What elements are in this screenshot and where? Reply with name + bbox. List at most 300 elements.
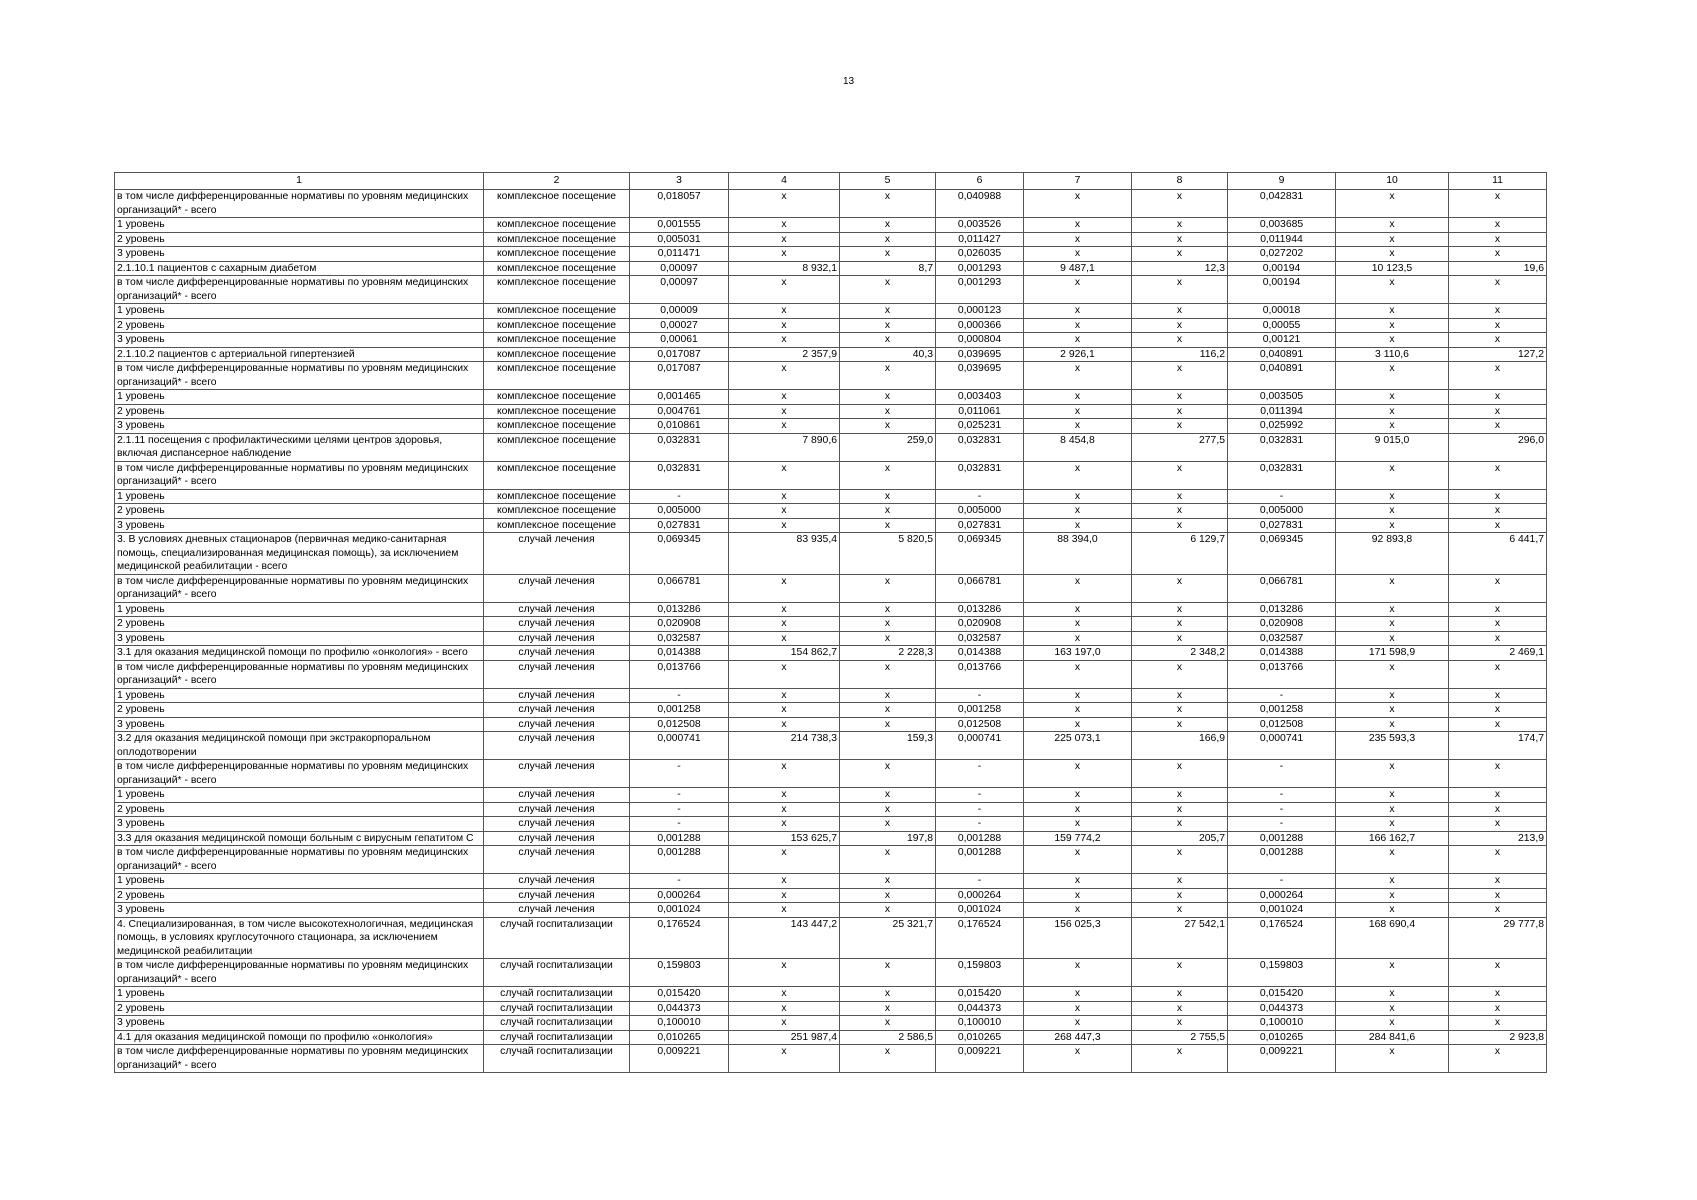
cell-norm-1: - xyxy=(630,817,729,832)
cell-finance-1: x xyxy=(840,247,936,262)
cell-unit: комплексное посещение xyxy=(484,318,630,333)
cell-cost-3: 171 598,9 xyxy=(1336,646,1449,661)
cell-cost-1: x xyxy=(729,617,840,632)
cell-cost-3: 168 690,4 xyxy=(1336,917,1449,959)
cell-indicator: 3 уровень xyxy=(115,717,484,732)
cell-norm-1: 0,176524 xyxy=(630,917,729,959)
cell-indicator: 2 уровень xyxy=(115,404,484,419)
cell-norm-1: - xyxy=(630,788,729,803)
cell-norm-3: 0,014388 xyxy=(1228,646,1336,661)
cell-norm-2: 0,069345 xyxy=(936,533,1024,575)
cell-cost-2: x xyxy=(1024,888,1132,903)
cell-norm-1: 0,020908 xyxy=(630,617,729,632)
cell-cost-3: x xyxy=(1336,660,1449,688)
cell-unit: комплексное посещение xyxy=(484,433,630,461)
table-row xyxy=(115,333,1547,348)
cell-cost-3: x xyxy=(1336,888,1449,903)
table-row xyxy=(115,390,1547,405)
cell-indicator: в том числе дифференцированные нормативы по уровням медицинских организаций* - всего xyxy=(115,846,484,874)
cell-finance-2: 27 542,1 xyxy=(1132,917,1228,959)
cell-norm-3: 0,042831 xyxy=(1228,190,1336,218)
header-row xyxy=(115,173,1547,190)
cell-norm-2: 0,100010 xyxy=(936,1016,1024,1031)
cell-norm-1: 0,001465 xyxy=(630,390,729,405)
cell-finance-3: x xyxy=(1449,874,1547,889)
cell-norm-1: 0,00097 xyxy=(630,276,729,304)
table-row xyxy=(115,533,1547,575)
cell-cost-2: x xyxy=(1024,987,1132,1002)
cell-indicator: 4. Специализированная, в том числе высокотехнологичная, медицинская помощь, в условиях круглосуточного стационара, за исключением медицинской реабилитации xyxy=(115,917,484,959)
cell-cost-1: x xyxy=(729,190,840,218)
cell-finance-2: x xyxy=(1132,247,1228,262)
cell-finance-3: 213,9 xyxy=(1449,831,1547,846)
cell-norm-1: 0,00061 xyxy=(630,333,729,348)
cell-cost-2: x xyxy=(1024,874,1132,889)
cell-cost-1: x xyxy=(729,802,840,817)
cell-norm-2: 0,040988 xyxy=(936,190,1024,218)
cell-norm-2: 0,159803 xyxy=(936,959,1024,987)
cell-cost-2: x xyxy=(1024,390,1132,405)
cell-cost-1: x xyxy=(729,518,840,533)
cell-norm-2: - xyxy=(936,760,1024,788)
cell-norm-3: 0,044373 xyxy=(1228,1001,1336,1016)
cell-norm-3: 0,015420 xyxy=(1228,987,1336,1002)
cell-finance-3: x xyxy=(1449,888,1547,903)
cell-cost-3: x xyxy=(1336,390,1449,405)
cell-finance-1: x xyxy=(840,218,936,233)
cell-unit: случай лечения xyxy=(484,732,630,760)
cell-cost-2: x xyxy=(1024,232,1132,247)
cell-cost-2: x xyxy=(1024,1045,1132,1073)
cell-finance-2: x xyxy=(1132,390,1228,405)
cell-norm-3: 0,069345 xyxy=(1228,533,1336,575)
cell-norm-3: 0,000264 xyxy=(1228,888,1336,903)
cell-finance-3: x xyxy=(1449,504,1547,519)
cell-norm-3: 0,040891 xyxy=(1228,362,1336,390)
cell-cost-2: x xyxy=(1024,903,1132,918)
cell-finance-2: x xyxy=(1132,959,1228,987)
cell-indicator: 2 уровень xyxy=(115,802,484,817)
table-row xyxy=(115,489,1547,504)
table-row xyxy=(115,1045,1547,1073)
cell-cost-3: x xyxy=(1336,190,1449,218)
cell-finance-1: 2 228,3 xyxy=(840,646,936,661)
cell-finance-3: x xyxy=(1449,617,1547,632)
cell-unit: комплексное посещение xyxy=(484,419,630,434)
cell-cost-2: 8 454,8 xyxy=(1024,433,1132,461)
table-row xyxy=(115,190,1547,218)
cell-cost-3: x xyxy=(1336,717,1449,732)
cell-finance-2: x xyxy=(1132,802,1228,817)
cell-norm-1: 0,027831 xyxy=(630,518,729,533)
cell-cost-1: x xyxy=(729,333,840,348)
header-col-1: 1 xyxy=(115,173,484,190)
cell-finance-3: 2 923,8 xyxy=(1449,1030,1547,1045)
cell-unit: комплексное посещение xyxy=(484,504,630,519)
cell-unit: комплексное посещение xyxy=(484,190,630,218)
cell-norm-1: 0,004761 xyxy=(630,404,729,419)
cell-cost-3: x xyxy=(1336,1001,1449,1016)
cell-cost-2: x xyxy=(1024,959,1132,987)
cell-norm-1: 0,001288 xyxy=(630,846,729,874)
cell-unit: случай госпитализации xyxy=(484,1045,630,1073)
header-col-6: 6 xyxy=(936,173,1024,190)
table-row xyxy=(115,631,1547,646)
cell-indicator: 2 уровень xyxy=(115,888,484,903)
cell-finance-3: x xyxy=(1449,461,1547,489)
cell-norm-2: 0,001293 xyxy=(936,276,1024,304)
cell-norm-3: 0,013766 xyxy=(1228,660,1336,688)
cell-cost-1: x xyxy=(729,276,840,304)
cell-unit: комплексное посещение xyxy=(484,232,630,247)
cell-finance-3: x xyxy=(1449,390,1547,405)
cell-unit: случай лечения xyxy=(484,846,630,874)
cell-norm-1: - xyxy=(630,802,729,817)
cell-cost-2: x xyxy=(1024,788,1132,803)
cell-indicator: 3.2 для оказания медицинской помощи при экстракорпоральном оплодотворении xyxy=(115,732,484,760)
cell-unit: комплексное посещение xyxy=(484,247,630,262)
cell-indicator: 3 уровень xyxy=(115,1016,484,1031)
cell-cost-1: x xyxy=(729,504,840,519)
cell-finance-2: x xyxy=(1132,504,1228,519)
cell-finance-1: x xyxy=(840,959,936,987)
cell-finance-3: x xyxy=(1449,190,1547,218)
cell-cost-2: x xyxy=(1024,404,1132,419)
cell-cost-1: x xyxy=(729,874,840,889)
cell-finance-2: x xyxy=(1132,318,1228,333)
cell-norm-1: 0,000741 xyxy=(630,732,729,760)
table-row xyxy=(115,732,1547,760)
cell-cost-2: 163 197,0 xyxy=(1024,646,1132,661)
cell-norm-1: 0,017087 xyxy=(630,362,729,390)
cell-cost-1: x xyxy=(729,232,840,247)
cell-cost-3: x xyxy=(1336,232,1449,247)
cell-finance-1: 159,3 xyxy=(840,732,936,760)
cell-finance-3: x xyxy=(1449,802,1547,817)
cell-finance-2: x xyxy=(1132,362,1228,390)
cell-finance-3: x xyxy=(1449,232,1547,247)
cell-finance-3: 127,2 xyxy=(1449,347,1547,362)
table-row xyxy=(115,959,1547,987)
cell-finance-2: x xyxy=(1132,574,1228,602)
cell-finance-1: x xyxy=(840,903,936,918)
cell-cost-3: x xyxy=(1336,318,1449,333)
cell-norm-2: - xyxy=(936,802,1024,817)
cell-indicator: 1 уровень xyxy=(115,390,484,405)
cell-norm-3: 0,001288 xyxy=(1228,846,1336,874)
cell-norm-2: 0,066781 xyxy=(936,574,1024,602)
table-row xyxy=(115,247,1547,262)
cell-indicator: в том числе дифференцированные нормативы по уровням медицинских организаций* - всего xyxy=(115,190,484,218)
cell-norm-1: 0,014388 xyxy=(630,646,729,661)
cell-norm-3: 0,027202 xyxy=(1228,247,1336,262)
cell-finance-3: x xyxy=(1449,602,1547,617)
cell-finance-3: 174,7 xyxy=(1449,732,1547,760)
cell-cost-3: 10 123,5 xyxy=(1336,261,1449,276)
cell-cost-2: x xyxy=(1024,1001,1132,1016)
cell-cost-2: x xyxy=(1024,802,1132,817)
cell-cost-2: x xyxy=(1024,703,1132,718)
cell-finance-3: x xyxy=(1449,419,1547,434)
cell-norm-3: 0,012508 xyxy=(1228,717,1336,732)
cell-finance-3: x xyxy=(1449,304,1547,319)
cell-norm-3: 0,001258 xyxy=(1228,703,1336,718)
cell-finance-1: x xyxy=(840,802,936,817)
cell-indicator: в том числе дифференцированные нормативы по уровням медицинских организаций* - всего xyxy=(115,959,484,987)
cell-finance-1: 259,0 xyxy=(840,433,936,461)
cell-finance-1: x xyxy=(840,276,936,304)
cell-norm-2: 0,025231 xyxy=(936,419,1024,434)
cell-cost-3: 235 593,3 xyxy=(1336,732,1449,760)
cell-norm-3: 0,013286 xyxy=(1228,602,1336,617)
cell-indicator: 1 уровень xyxy=(115,489,484,504)
cell-cost-3: x xyxy=(1336,959,1449,987)
cell-cost-3: x xyxy=(1336,802,1449,817)
table-row xyxy=(115,504,1547,519)
cell-cost-1: x xyxy=(729,489,840,504)
table-row xyxy=(115,831,1547,846)
cell-unit: комплексное посещение xyxy=(484,362,630,390)
cell-norm-3: 0,011944 xyxy=(1228,232,1336,247)
cell-unit: комплексное посещение xyxy=(484,333,630,348)
cell-norm-3: 0,027831 xyxy=(1228,518,1336,533)
cell-finance-2: 2 755,5 xyxy=(1132,1030,1228,1045)
header-col-3: 3 xyxy=(630,173,729,190)
cell-norm-1: - xyxy=(630,489,729,504)
cell-cost-1: x xyxy=(729,574,840,602)
cell-finance-1: x xyxy=(840,817,936,832)
header-col-7: 7 xyxy=(1024,173,1132,190)
cell-finance-2: x xyxy=(1132,232,1228,247)
cell-cost-1: x xyxy=(729,846,840,874)
cell-cost-1: x xyxy=(729,903,840,918)
cell-norm-2: 0,010265 xyxy=(936,1030,1024,1045)
cell-finance-3: x xyxy=(1449,660,1547,688)
cell-cost-1: x xyxy=(729,404,840,419)
table-row xyxy=(115,903,1547,918)
cell-cost-1: x xyxy=(729,602,840,617)
cell-indicator: 4.1 для оказания медицинской помощи по профилю «онкология» xyxy=(115,1030,484,1045)
cell-finance-3: x xyxy=(1449,218,1547,233)
cell-norm-1: 0,009221 xyxy=(630,1045,729,1073)
cell-cost-1: 2 357,9 xyxy=(729,347,840,362)
cell-norm-3: 0,032831 xyxy=(1228,461,1336,489)
cell-cost-2: x xyxy=(1024,489,1132,504)
cell-norm-3: 0,000741 xyxy=(1228,732,1336,760)
cell-finance-2: x xyxy=(1132,276,1228,304)
cell-cost-2: x xyxy=(1024,717,1132,732)
cell-norm-2: 0,027831 xyxy=(936,518,1024,533)
cell-norm-2: 0,003526 xyxy=(936,218,1024,233)
cell-unit: случай госпитализации xyxy=(484,1030,630,1045)
cell-cost-2: x xyxy=(1024,333,1132,348)
cell-finance-1: x xyxy=(840,419,936,434)
cell-unit: комплексное посещение xyxy=(484,218,630,233)
cell-norm-1: 0,001288 xyxy=(630,831,729,846)
cell-finance-1: 25 321,7 xyxy=(840,917,936,959)
cell-finance-3: x xyxy=(1449,987,1547,1002)
cell-norm-2: - xyxy=(936,788,1024,803)
cell-cost-1: x xyxy=(729,703,840,718)
cell-norm-1: 0,00027 xyxy=(630,318,729,333)
cell-cost-3: x xyxy=(1336,362,1449,390)
cell-unit: случай лечения xyxy=(484,631,630,646)
cell-finance-1: x xyxy=(840,489,936,504)
cell-cost-2: 156 025,3 xyxy=(1024,917,1132,959)
cell-cost-3: 284 841,6 xyxy=(1336,1030,1449,1045)
header-col-5: 5 xyxy=(840,173,936,190)
cell-finance-3: 296,0 xyxy=(1449,433,1547,461)
cell-finance-3: x xyxy=(1449,688,1547,703)
cell-norm-1: 0,001258 xyxy=(630,703,729,718)
cell-finance-3: x xyxy=(1449,631,1547,646)
cell-unit: случай лечения xyxy=(484,602,630,617)
cell-cost-1: x xyxy=(729,888,840,903)
cell-norm-1: 0,011471 xyxy=(630,247,729,262)
cell-finance-1: x xyxy=(840,518,936,533)
cell-finance-1: x xyxy=(840,304,936,319)
cell-finance-1: x xyxy=(840,617,936,632)
cell-cost-2: x xyxy=(1024,617,1132,632)
cell-indicator: 3 уровень xyxy=(115,419,484,434)
cell-norm-2: 0,001293 xyxy=(936,261,1024,276)
cell-unit: случай лечения xyxy=(484,574,630,602)
cell-norm-2: 0,001258 xyxy=(936,703,1024,718)
cell-indicator: в том числе дифференцированные нормативы по уровням медицинских организаций* - всего xyxy=(115,1045,484,1073)
cell-finance-3: x xyxy=(1449,959,1547,987)
cell-norm-3: - xyxy=(1228,788,1336,803)
cell-cost-3: x xyxy=(1336,617,1449,632)
table-row xyxy=(115,574,1547,602)
cell-indicator: в том числе дифференцированные нормативы по уровням медицинских организаций* - всего xyxy=(115,362,484,390)
cell-indicator: 3.1 для оказания медицинской помощи по профилю «онкология» - всего xyxy=(115,646,484,661)
cell-unit: случай лечения xyxy=(484,888,630,903)
cell-cost-3: x xyxy=(1336,333,1449,348)
cell-unit: случай госпитализации xyxy=(484,987,630,1002)
cell-cost-2: x xyxy=(1024,318,1132,333)
cell-norm-3: 0,032587 xyxy=(1228,631,1336,646)
cell-cost-1: 251 987,4 xyxy=(729,1030,840,1045)
cell-indicator: в том числе дифференцированные нормативы по уровням медицинских организаций* - всего xyxy=(115,660,484,688)
cell-cost-2: x xyxy=(1024,660,1132,688)
table-row xyxy=(115,874,1547,889)
cell-finance-2: 6 129,7 xyxy=(1132,533,1228,575)
cell-finance-3: 19,6 xyxy=(1449,261,1547,276)
cell-finance-2: x xyxy=(1132,888,1228,903)
table-row xyxy=(115,461,1547,489)
cell-indicator: 1 уровень xyxy=(115,874,484,889)
cell-finance-1: 5 820,5 xyxy=(840,533,936,575)
cell-finance-1: 8,7 xyxy=(840,261,936,276)
cell-norm-2: 0,032587 xyxy=(936,631,1024,646)
cell-indicator: 1 уровень xyxy=(115,602,484,617)
cell-norm-2: - xyxy=(936,489,1024,504)
cell-norm-1: 0,001024 xyxy=(630,903,729,918)
cell-cost-1: x xyxy=(729,760,840,788)
cell-cost-3: x xyxy=(1336,1016,1449,1031)
cell-cost-2: x xyxy=(1024,504,1132,519)
cell-norm-3: 0,003505 xyxy=(1228,390,1336,405)
cell-indicator: 2.1.10.1 пациентов с сахарным диабетом xyxy=(115,261,484,276)
cell-norm-1: 0,066781 xyxy=(630,574,729,602)
cell-cost-1: x xyxy=(729,688,840,703)
cell-norm-2: 0,020908 xyxy=(936,617,1024,632)
cell-cost-2: x xyxy=(1024,276,1132,304)
cell-finance-2: x xyxy=(1132,987,1228,1002)
header-col-11: 11 xyxy=(1449,173,1547,190)
cell-cost-3: 166 162,7 xyxy=(1336,831,1449,846)
cell-finance-3: x xyxy=(1449,318,1547,333)
cell-norm-1: - xyxy=(630,688,729,703)
cell-norm-3: - xyxy=(1228,688,1336,703)
cell-cost-1: x xyxy=(729,817,840,832)
cell-indicator: 1 уровень xyxy=(115,788,484,803)
cell-cost-1: x xyxy=(729,461,840,489)
cell-indicator: 2.1.10.2 пациентов с артериальной гипертензией xyxy=(115,347,484,362)
cell-cost-3: 9 015,0 xyxy=(1336,433,1449,461)
cell-unit: комплексное посещение xyxy=(484,276,630,304)
cell-unit: комплексное посещение xyxy=(484,261,630,276)
cell-norm-1: 0,044373 xyxy=(630,1001,729,1016)
cell-norm-3: 0,025992 xyxy=(1228,419,1336,434)
cell-cost-2: x xyxy=(1024,602,1132,617)
cell-indicator: 2 уровень xyxy=(115,1001,484,1016)
header-col-9: 9 xyxy=(1228,173,1336,190)
cell-finance-1: x xyxy=(840,888,936,903)
cell-cost-2: x xyxy=(1024,817,1132,832)
cell-cost-1: x xyxy=(729,390,840,405)
cell-finance-2: x xyxy=(1132,717,1228,732)
cell-finance-3: x xyxy=(1449,903,1547,918)
cell-norm-2: 0,000366 xyxy=(936,318,1024,333)
cell-unit: случай лечения xyxy=(484,760,630,788)
cell-cost-2: x xyxy=(1024,688,1132,703)
cell-indicator: 3 уровень xyxy=(115,333,484,348)
cell-cost-3: x xyxy=(1336,788,1449,803)
cell-finance-1: x xyxy=(840,987,936,1002)
cell-cost-2: 2 926,1 xyxy=(1024,347,1132,362)
cell-norm-2: - xyxy=(936,874,1024,889)
cell-cost-2: 268 447,3 xyxy=(1024,1030,1132,1045)
table-row xyxy=(115,276,1547,304)
cell-norm-1: 0,013286 xyxy=(630,602,729,617)
cell-finance-1: x xyxy=(840,631,936,646)
cell-finance-2: 12,3 xyxy=(1132,261,1228,276)
cell-unit: случай лечения xyxy=(484,688,630,703)
table-row xyxy=(115,703,1547,718)
cell-unit: случай лечения xyxy=(484,817,630,832)
cell-finance-3: x xyxy=(1449,760,1547,788)
cell-finance-2: x xyxy=(1132,760,1228,788)
cell-norm-1: 0,032587 xyxy=(630,631,729,646)
table-row xyxy=(115,404,1547,419)
cell-finance-2: x xyxy=(1132,1016,1228,1031)
cell-norm-3: 0,001288 xyxy=(1228,831,1336,846)
cell-finance-3: x xyxy=(1449,362,1547,390)
cell-cost-1: x xyxy=(729,1001,840,1016)
cell-norm-1: 0,00097 xyxy=(630,261,729,276)
header-col-8: 8 xyxy=(1132,173,1228,190)
cell-cost-1: x xyxy=(729,318,840,333)
cell-norm-1: 0,015420 xyxy=(630,987,729,1002)
cell-norm-2: 0,012508 xyxy=(936,717,1024,732)
cell-unit: случай лечения xyxy=(484,903,630,918)
cell-cost-2: x xyxy=(1024,574,1132,602)
cell-cost-2: x xyxy=(1024,846,1132,874)
cell-finance-3: 29 777,8 xyxy=(1449,917,1547,959)
cell-cost-1: 143 447,2 xyxy=(729,917,840,959)
cell-indicator: в том числе дифференцированные нормативы по уровням медицинских организаций* - всего xyxy=(115,276,484,304)
